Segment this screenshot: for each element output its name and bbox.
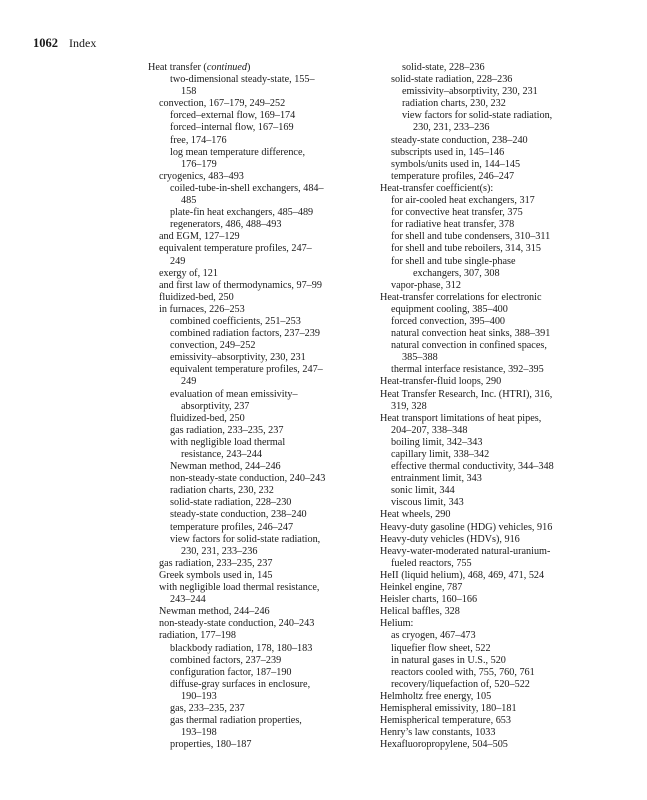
entry-text: natural convection heat sinks, 388–391: [391, 328, 551, 340]
entry-text: cryogenics, 483–493: [159, 170, 244, 182]
entry-text: combined radiation factors, 237–239: [170, 328, 320, 340]
index-subentry: [380, 630, 612, 642]
entry-text: blackbody radiation, 178, 180–183: [170, 642, 313, 654]
entry-text: effective thermal conductivity, 344–348: [391, 461, 554, 473]
index-subentry: [380, 340, 612, 352]
entry-text: 243–244: [170, 594, 206, 606]
index-subentry: [148, 147, 364, 159]
index-entry-continuation: [148, 546, 364, 558]
index-entry-continuation: [148, 691, 364, 703]
entry-text: 230, 231, 233–236: [181, 545, 258, 557]
index-subentry: [380, 667, 612, 679]
index-subentry: [148, 171, 364, 183]
index-subentry: [148, 304, 364, 316]
entry-text: two-dimensional steady-state, 155–: [170, 74, 315, 86]
entry-text: with negligible load thermal: [170, 436, 286, 448]
index-entry: [380, 570, 612, 582]
entry-text: Helmholtz free energy, 105: [380, 690, 492, 702]
entry-text: equivalent temperature profiles, 247–: [170, 364, 323, 376]
index-entry-continuation: [148, 159, 364, 171]
index-subentry: [380, 62, 612, 74]
entry-text: symbols/units used in, 144–145: [391, 158, 521, 170]
index-entry: [380, 292, 612, 304]
index-subentry: [148, 667, 364, 679]
entry-text: thermal interface resistance, 392–395: [391, 364, 544, 376]
entry-text: forced–external flow, 169–174: [170, 110, 296, 122]
entry-text: and first law of thermodynamics, 97–99: [159, 279, 322, 291]
index-subentry: [148, 280, 364, 292]
index-subentry: [380, 485, 612, 497]
entry-text: subscripts used in, 145–146: [391, 146, 505, 158]
index-subentry: [148, 739, 364, 751]
index-subentry: [380, 643, 612, 655]
index-entry: [380, 606, 612, 618]
index-subentry: [380, 147, 612, 159]
index-subentry: [148, 352, 364, 364]
entry-text: in natural gases in U.S., 520: [391, 654, 506, 666]
index-subentry: [380, 473, 612, 485]
entry-text: Heat transport limitations of heat pipes,: [380, 412, 542, 424]
entry-text: 249: [181, 376, 197, 388]
index-subentry: [380, 280, 612, 292]
entry-text: vapor-phase, 312: [391, 279, 461, 291]
entry-text: for shell and tube single-phase: [391, 255, 516, 267]
entry-text: steady-state conduction, 238–240: [170, 509, 307, 521]
entry-text: combined coefficients, 251–253: [170, 315, 301, 327]
index-subentry: [148, 522, 364, 534]
index-subentry: [380, 679, 612, 691]
entry-text: radiation, 177–198: [159, 630, 236, 642]
index-subentry: [380, 497, 612, 509]
index-subentry: [380, 449, 612, 461]
entry-text: recovery/liquefaction of, 520–522: [391, 678, 530, 690]
index-entry: [380, 546, 612, 558]
entry-text: regenerators, 486, 488–493: [170, 219, 282, 231]
index-entry: [380, 739, 612, 751]
index-entry: [380, 594, 612, 606]
index-subentry: [380, 256, 612, 268]
entry-text: plate-fin heat exchangers, 485–489: [170, 207, 314, 219]
index-subentry: [380, 74, 612, 86]
entry-text: emissivity–absorptivity, 230, 231: [170, 352, 306, 364]
index-entry: [380, 413, 612, 425]
index-subentry: [148, 268, 364, 280]
entry-text: diffuse-gray surfaces in enclosure,: [170, 678, 311, 690]
index-entry-continuation: [148, 727, 364, 739]
entry-text: in furnaces, 226–253: [159, 303, 245, 315]
index-entry: [380, 703, 612, 715]
index-entry-continuation: [380, 122, 612, 134]
index-entry-continuation: [380, 304, 612, 316]
entry-text: for convective heat transfer, 375: [391, 207, 523, 219]
index-subentry: [380, 98, 612, 110]
index-entry-continuation: [148, 195, 364, 207]
index-entry: [380, 691, 612, 703]
entry-text: Heavy-duty vehicles (HDVs), 916: [380, 533, 520, 545]
entry-text: 485: [181, 195, 197, 207]
entry-text: Heat transfer (: [148, 62, 207, 73]
entry-text: free, 174–176: [170, 134, 227, 146]
entry-text: solid-state radiation, 228–230: [170, 497, 292, 509]
page-header: [33, 36, 96, 51]
entry-text: exchangers, 307, 308: [413, 267, 500, 279]
index-subentry: [148, 437, 364, 449]
entry-text: resistance, 243–244: [181, 449, 262, 460]
index-entry-continuation: [380, 401, 612, 413]
index-subentry: [148, 618, 364, 630]
entry-text: for shell and tube reboilers, 314, 315: [391, 243, 541, 255]
index-subentry: [148, 570, 364, 582]
index-subentry: [380, 461, 612, 473]
index-entry-continuation: [148, 86, 364, 98]
index-subentry: [148, 207, 364, 219]
index-entry: [380, 509, 612, 521]
entry-text: gas, 233–235, 237: [170, 702, 245, 714]
index-subentry: [380, 437, 612, 449]
entry-text: emissivity–absorptivity, 230, 231: [402, 86, 538, 98]
index-subentry: [148, 110, 364, 122]
entry-text-italic: continued: [206, 62, 248, 73]
entry-text: Heat Transfer Research, Inc. (HTRI), 316,: [380, 388, 553, 400]
index-entry-continuation: [148, 376, 364, 388]
entry-text: radiation charts, 230, 232: [170, 485, 274, 497]
entry-text: fluidized-bed, 250: [159, 291, 234, 303]
entry-text: liquefier flow sheet, 522: [391, 642, 491, 654]
index-subentry: [380, 86, 612, 98]
index-subentry: [148, 231, 364, 243]
index-subentry: [148, 485, 364, 497]
entry-text: Newman method, 244–246: [170, 461, 281, 473]
index-subentry: [148, 606, 364, 618]
index-subentry: [148, 328, 364, 340]
entry-text: as cryogen, 467–473: [391, 630, 476, 642]
index-subentry: [148, 364, 364, 376]
page-number: 1062: [33, 36, 58, 50]
entry-text: gas radiation, 233–235, 237: [159, 557, 273, 569]
index-entry-continuation: [148, 256, 364, 268]
entry-text: view factors for solid-state radiation,: [170, 533, 321, 545]
entry-text: natural convection in confined spaces,: [391, 340, 547, 352]
index-entry: [380, 727, 612, 739]
index-entry: [148, 62, 364, 74]
index-entry: [380, 522, 612, 534]
entry-text: with negligible load thermal resistance,: [159, 582, 320, 594]
index-subentry: [380, 207, 612, 219]
entry-text: Heisler charts, 160–166: [380, 594, 478, 606]
entry-text: fueled reactors, 755: [391, 557, 472, 569]
entry-text: and EGM, 127–129: [159, 231, 240, 243]
index-subentry: [148, 497, 364, 509]
index-entry: [380, 389, 612, 401]
index-entry-continuation: [148, 449, 364, 461]
index-subentry: [380, 243, 612, 255]
index-subentry: [148, 243, 364, 255]
entry-text: fluidized-bed, 250: [170, 412, 245, 424]
entry-text: temperature profiles, 246–247: [391, 170, 515, 182]
index-subentry: [148, 219, 364, 231]
index-subentry: [380, 195, 612, 207]
index-subentry: [148, 135, 364, 147]
index-subentry: [148, 461, 364, 473]
entry-text: non-steady-state conduction, 240–243: [170, 473, 326, 485]
index-entry: [380, 183, 612, 195]
entry-text: properties, 180–187: [170, 739, 252, 751]
index-subentry: [148, 703, 364, 715]
index-subentry: [148, 558, 364, 570]
entry-text: 385–388: [402, 352, 438, 364]
index-subentry: [148, 630, 364, 642]
entry-text: combined factors, 237–239: [170, 654, 282, 666]
entry-text: capillary limit, 338–342: [391, 449, 490, 460]
index-subentry: [148, 74, 364, 86]
entry-text: Hexafluoropropylene, 504–505: [380, 739, 508, 751]
entry-text: Heinkel engine, 787: [380, 582, 463, 594]
entry-text: reactors cooled with, 755, 760, 761: [391, 666, 535, 678]
entry-text: non-steady-state conduction, 240–243: [159, 618, 315, 630]
running-head: Index: [69, 36, 97, 50]
entry-text: Hemispheral emissivity, 180–181: [380, 702, 517, 714]
index-subentry: [148, 655, 364, 667]
index-entry-continuation: [380, 268, 612, 280]
index-entry-continuation: [148, 401, 364, 413]
entry-text: HeII (liquid helium), 468, 469, 471, 524: [380, 569, 545, 581]
entry-text: solid-state, 228–236: [402, 62, 485, 73]
index-entry: [380, 534, 612, 546]
index-entry: [380, 582, 612, 594]
index-subentry: [380, 316, 612, 328]
entry-text: 204–207, 338–348: [391, 424, 468, 436]
index-subentry: [148, 509, 364, 521]
entry-text: convection, 167–179, 249–252: [159, 98, 286, 110]
index-subentry: [380, 159, 612, 171]
index-entry: [380, 715, 612, 727]
entry-text: Newman method, 244–246: [159, 606, 270, 618]
entry-text: radiation charts, 230, 232: [402, 98, 506, 110]
entry-text: Heat-transfer-fluid loops, 290: [380, 376, 502, 388]
index-subentry: [148, 183, 364, 195]
entry-text: solid-state radiation, 228–236: [391, 74, 513, 86]
entry-text: view factors for solid-state radiation,: [402, 110, 553, 122]
entry-text: 158: [181, 86, 197, 98]
entry-text: Hemispherical temperature, 653: [380, 715, 511, 727]
index-entry: [380, 376, 612, 388]
entry-text: temperature profiles, 246–247: [170, 521, 294, 533]
entry-text: log mean temperature difference,: [170, 146, 306, 158]
entry-text: for air-cooled heat exchangers, 317: [391, 195, 535, 207]
index-subentry: [380, 655, 612, 667]
entry-text: for radiative heat transfer, 378: [391, 219, 515, 231]
index-subentry: [380, 135, 612, 147]
index-subentry: [148, 679, 364, 691]
entry-text: evaluation of mean emissivity–: [170, 388, 298, 400]
index-entry-continuation: [148, 594, 364, 606]
index-subentry: [148, 425, 364, 437]
index-entry-continuation: [380, 558, 612, 570]
entry-text: viscous limit, 343: [391, 497, 464, 509]
entry-text: Henry’s law constants, 1033: [380, 727, 496, 739]
entry-text: sonic limit, 344: [391, 485, 455, 497]
entry-text: equipment cooling, 385–400: [391, 303, 508, 315]
entry-text: Heat wheels, 290: [380, 509, 451, 521]
entry-text: Heat-transfer coefficient(s):: [380, 182, 494, 194]
entry-text: absorptivity, 237: [181, 400, 250, 412]
entry-text: gas radiation, 233–235, 237: [170, 424, 284, 436]
index-subentry: [148, 413, 364, 425]
index-entry: [380, 618, 612, 630]
index-subentry: [380, 171, 612, 183]
entry-text: equivalent temperature profiles, 247–: [159, 243, 312, 255]
entry-text: configuration factor, 187–190: [170, 666, 292, 678]
index-column-left: [148, 62, 364, 751]
index-entry-continuation: [380, 352, 612, 364]
entry-text: convection, 249–252: [170, 340, 256, 352]
entry-text: gas thermal radiation properties,: [170, 715, 302, 727]
entry-text: coiled-tube-in-shell exchangers, 484–: [170, 182, 324, 194]
index-subentry: [148, 715, 364, 727]
entry-text: forced convection, 395–400: [391, 315, 506, 327]
index-subentry: [148, 643, 364, 655]
index-subentry: [380, 231, 612, 243]
entry-text: Helium:: [380, 618, 414, 630]
index-subentry: [148, 292, 364, 304]
entry-text: Helical baffles, 328: [380, 606, 460, 618]
entry-text: entrainment limit, 343: [391, 473, 482, 485]
index-subentry: [148, 473, 364, 485]
entry-text-suffix: ): [247, 62, 251, 73]
index-subentry: [148, 340, 364, 352]
entry-text: 319, 328: [391, 400, 427, 412]
index-column-right: [380, 62, 612, 751]
index-subentry: [148, 389, 364, 401]
index-subentry: [380, 364, 612, 376]
index-subentry: [380, 328, 612, 340]
entry-text: 193–198: [181, 727, 217, 739]
index-subentry: [148, 316, 364, 328]
entry-text: forced–internal flow, 167–169: [170, 122, 294, 134]
entry-text: steady-state conduction, 238–240: [391, 134, 528, 146]
entry-text: 176–179: [181, 158, 217, 170]
index-subentry: [380, 219, 612, 231]
entry-text: boiling limit, 342–343: [391, 436, 483, 448]
index-subentry: [148, 98, 364, 110]
index-entry-continuation: [380, 425, 612, 437]
entry-text: for shell and tube condensers, 310–311: [391, 231, 551, 243]
entry-text: 230, 231, 233–236: [413, 122, 490, 134]
index-subentry: [148, 534, 364, 546]
index-subentry: [148, 122, 364, 134]
index-subentry: [380, 110, 612, 122]
entry-text: Heavy-duty gasoline (HDG) vehicles, 916: [380, 521, 553, 533]
entry-text: 190–193: [181, 690, 217, 702]
entry-text: Heat-transfer correlations for electronic: [380, 291, 542, 303]
entry-text: Heavy-water-moderated natural-uranium-: [380, 545, 551, 557]
entry-text: Greek symbols used in, 145: [159, 569, 273, 581]
entry-text: 249: [170, 255, 186, 267]
entry-text: exergy of, 121: [159, 267, 218, 279]
index-subentry: [148, 582, 364, 594]
